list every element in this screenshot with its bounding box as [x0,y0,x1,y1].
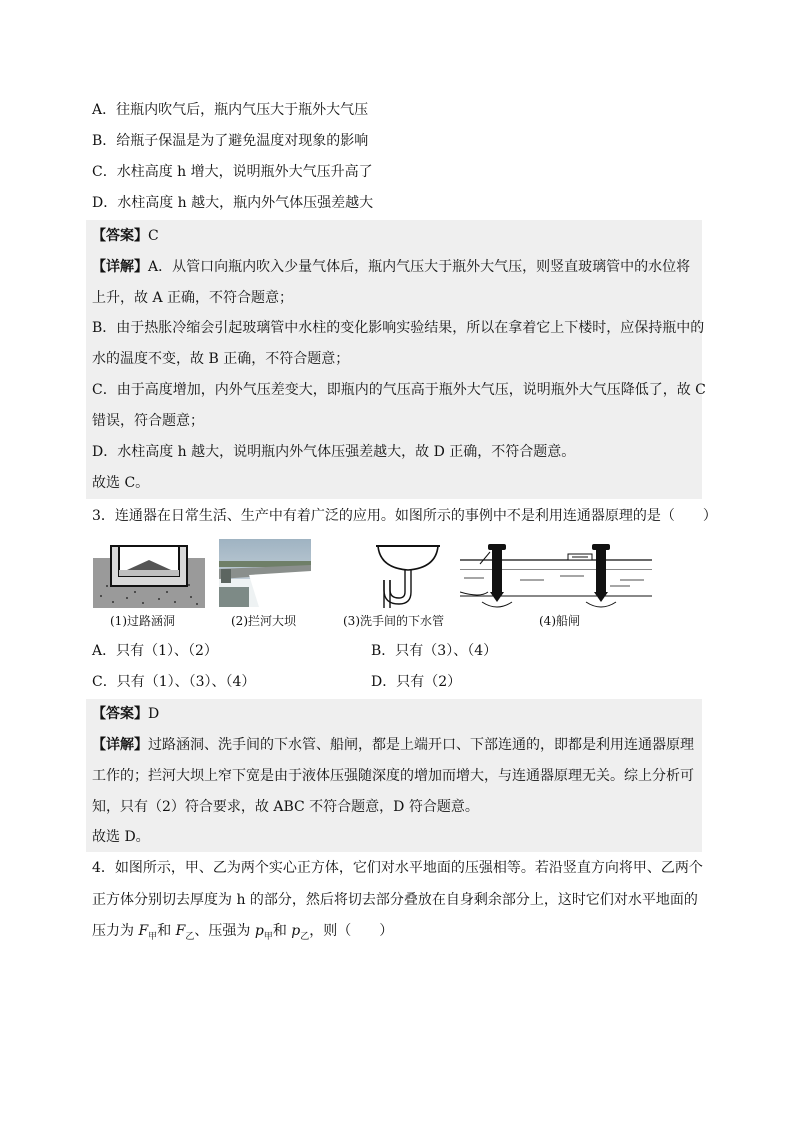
q2-detail-line-4: 水的温度不变，故 B 正确，不符合题意； [92,351,350,367]
answer-value: D [148,706,160,722]
pressure-symbol: p [291,923,301,939]
text-part: 压力为 [92,923,139,939]
text-part: 和 [272,923,292,939]
q3-option-d: D．只有（2） [371,674,462,690]
q3-option-a: A．只有（1）、（2） [92,643,218,659]
force-symbol: F [175,923,186,939]
q3-detail-line-3: 知，只有（2）符合要求，故 ABC 不符合题意，D 符合题意。 [92,799,479,815]
answer-label: 【答案】 [92,706,148,722]
q2-detail-line-7: D．水柱高度 h 越大，说明瓶内外气体压强差越大，故 D 正确，不符合题意。 [92,444,576,460]
q4-stem-line-1: 4．如图所示，甲、乙为两个实心正方体，它们对水平地面的压强相等。若沿竖直方向将甲、乙两个 [92,860,703,876]
q3-detail-line-1 [92,730,694,761]
subscript-jia: 甲 [263,931,273,942]
q2-answer [92,221,159,252]
answer-value: C [148,228,159,244]
subscript-jia: 甲 [148,931,158,942]
q2-detail-line-6: 错误，符合题意； [92,413,204,429]
q3-option-c: C．只有（1）、（3）、（4） [92,674,256,690]
q2-detail-line-1 [92,252,690,283]
caption-4: (4)船闸 [539,614,580,628]
q3-stem: 3．连通器在日常生活、生产中有着广泛的应用。如图所示的事例中不是利用连通器原理的是（ ） [92,508,717,524]
q3-option-b: B．只有（3）、（4） [371,643,498,659]
q2-detail-line-5: C．由于高度增加，内外气压差变大，即瓶内的气压高于瓶外大气压，说明瓶外大气压降低了，故 C [92,382,706,398]
q2-detail-line-2: 上升，故 A 正确，不符合题意； [92,290,294,306]
caption-3: (3)洗手间的下水管 [343,614,444,628]
text-part: 和 [157,923,176,939]
pressure-symbol: p [254,923,264,939]
q4-stem-line-2: 正方体分别切去厚度为 h 的部分，然后将切去部分叠放在自身剩余部分上，这时它们对水平地面的 [92,892,698,908]
force-symbol: F [138,923,149,939]
q2-option-d: D．水柱高度 h 越大，瓶内外气体压强差越大 [92,195,374,211]
q3-answer [92,699,159,730]
caption-2: (2)拦河大坝 [231,614,296,628]
answer-label: 【答案】 [92,228,148,244]
detail-text: 过路涵洞、洗手间的下水管、船闸，都是上端开口、下部连通的，即都是利用连通器原理 [148,737,694,753]
q2-option-b: B．给瓶子保温是为了避免温度对现象的影响 [92,133,369,149]
subscript-yi: 乙 [300,931,310,942]
q3-conclusion: 故选 D。 [92,829,150,845]
text-part: ，则（ ） [309,923,394,939]
q2-option-c: C．水柱高度 h 增大，说明瓶外大气压升高了 [92,164,373,180]
subscript-yi: 乙 [185,931,195,942]
dam-figure [219,539,311,607]
detail-text: A．从管口向瓶内吹入少量气体后，瓶内气压大于瓶外大气压，则竖直玻璃管中的水位将 [148,259,691,275]
q4-stem-line-3 [92,916,393,947]
text-part: 、压强为 [194,923,255,939]
q2-detail-line-3: B．由于热胀冷缩会引起玻璃管中水柱的变化影响实验结果，所以在拿着它上下楼时，应保持瓶中的 [92,320,705,336]
detail-label: 【详解】 [92,737,148,753]
drain-pipe-figure [370,540,446,608]
ship-lock-figure [460,540,652,610]
caption-1: (1)过路涵洞 [110,614,175,628]
detail-label: 【详解】 [92,259,148,275]
q2-conclusion: 故选 C。 [92,475,150,491]
q3-detail-line-2: 工作的；拦河大坝上窄下宽是由于液体压强随深度的增加而增大，与连通器原理无关。综上分析可 [92,768,694,784]
culvert-figure [93,540,205,608]
q2-option-a: A．往瓶内吹气后，瓶内气压大于瓶外大气压 [92,102,369,118]
